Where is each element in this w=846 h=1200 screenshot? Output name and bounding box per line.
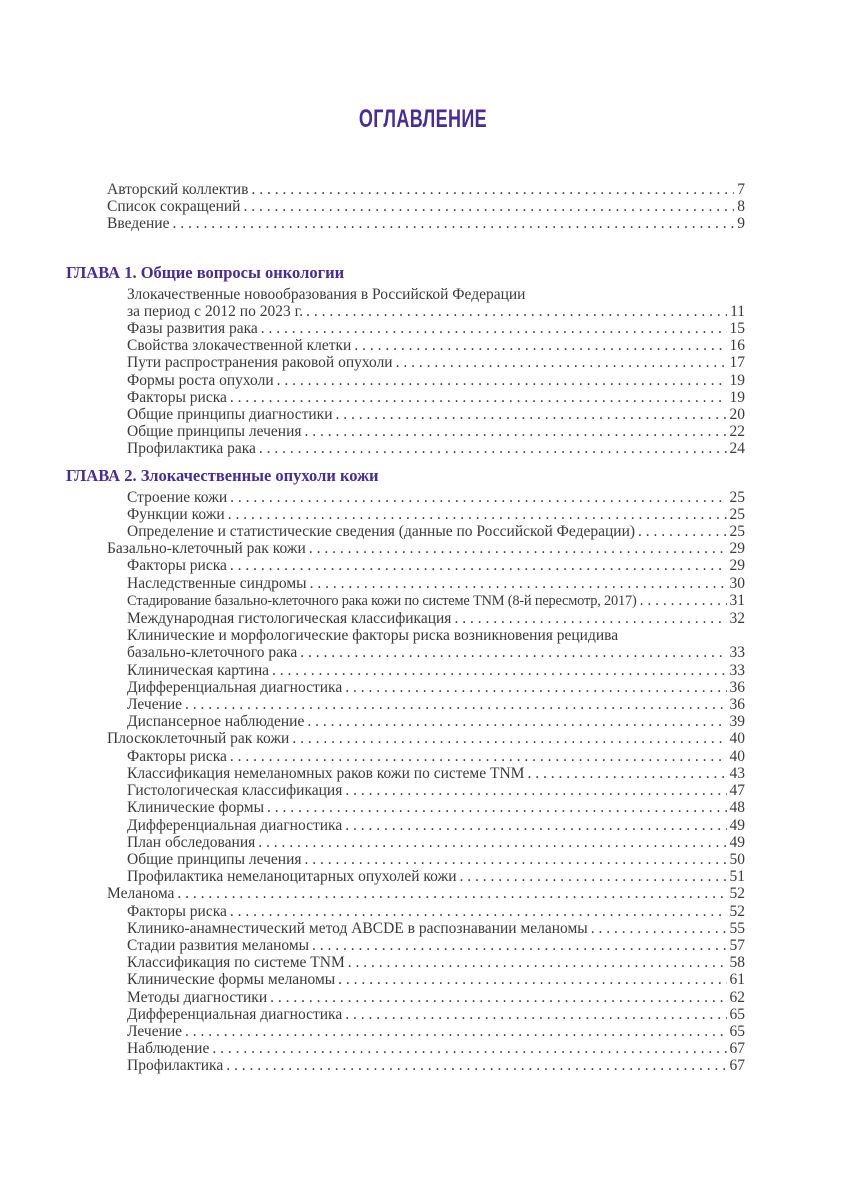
toc-entry <box>66 575 745 592</box>
toc-entry <box>66 954 745 971</box>
toc-entry-label: Формы роста опухоли <box>127 371 274 389</box>
toc-entry-page: 16 <box>729 337 745 355</box>
toc-entry-page: 33 <box>729 644 745 662</box>
toc-entry <box>66 782 745 799</box>
dot-leader <box>185 696 726 713</box>
toc-entry <box>66 799 745 816</box>
toc-entry-page: 43 <box>729 764 745 782</box>
toc-entry-page: 15 <box>729 320 745 338</box>
toc-entry-page: 25 <box>729 523 745 541</box>
dot-leader <box>277 372 727 389</box>
toc-entry <box>66 354 745 371</box>
toc-entry-page: 36 <box>729 678 745 696</box>
toc-entry-page: 40 <box>729 747 745 765</box>
toc-entry-label: Общие принципы лечения <box>127 850 302 868</box>
toc-entry <box>66 423 745 440</box>
toc-entry-page: 55 <box>729 919 745 937</box>
dot-leader <box>251 181 734 198</box>
dot-leader <box>638 523 726 540</box>
dot-leader <box>259 440 727 457</box>
toc-entry-label: Свойства злокачественной клетки <box>127 337 352 355</box>
dot-leader <box>230 489 726 506</box>
dot-leader <box>354 337 726 354</box>
toc-entry-page: 61 <box>729 971 745 989</box>
dot-leader <box>591 920 727 937</box>
toc-entry-page: 50 <box>729 850 745 868</box>
toc-entry-label: Дифференциальная диагностика <box>127 1005 343 1023</box>
toc-entry <box>66 989 745 1006</box>
toc-entry-label: Клинические формы <box>127 799 265 817</box>
dot-leader <box>230 389 727 406</box>
toc-entry-label: Дифференциальная диагностика <box>127 816 343 834</box>
toc-entry <box>66 540 745 557</box>
toc-entry <box>66 1023 745 1040</box>
toc-entry-page: 49 <box>729 816 745 834</box>
toc-entry-label: базально-клеточного рака <box>127 644 298 662</box>
dot-leader <box>345 1006 726 1023</box>
dot-leader <box>640 592 727 609</box>
toc-entry-label: Список сокращений <box>107 198 241 216</box>
toc-entry-page: 33 <box>729 661 745 679</box>
toc-entry-label: Функции кожи <box>127 505 225 523</box>
toc-entry <box>66 198 745 215</box>
toc-entry <box>66 1040 745 1057</box>
toc-entry <box>66 765 745 782</box>
toc-entry-label: Факторы риска <box>127 747 227 765</box>
dot-leader <box>212 1040 726 1057</box>
toc-entry <box>66 557 745 574</box>
toc-entry-label: Определение и статистические сведения (данные по Российской Федерации) <box>127 523 636 541</box>
toc-entry-page: 25 <box>729 505 745 523</box>
toc-entry <box>66 679 745 696</box>
toc-entry-page: 19 <box>729 371 745 389</box>
toc-entry-label: Злокачественные новообразования в Российской Федерации <box>127 285 526 303</box>
dot-leader <box>306 303 727 320</box>
toc-entry <box>66 644 745 661</box>
toc-entry <box>66 215 745 232</box>
dot-leader <box>527 765 726 782</box>
toc-entry-label: Стадии развития меланомы <box>127 936 310 954</box>
toc-entry-continued <box>66 286 745 303</box>
dot-leader <box>345 817 726 834</box>
toc-entry-label: Базально-клеточный рак кожи <box>107 540 306 558</box>
toc-entry-page: 25 <box>729 488 745 506</box>
dot-leader <box>172 215 734 232</box>
dot-leader <box>338 971 726 988</box>
toc-entry <box>66 713 745 730</box>
toc-entry-page: 32 <box>729 610 745 628</box>
dot-leader <box>230 903 727 920</box>
toc-entry <box>66 817 745 834</box>
toc-entry-page: 49 <box>729 833 745 851</box>
dot-leader <box>258 834 726 851</box>
toc-entry <box>66 903 745 920</box>
dot-leader <box>185 1023 726 1040</box>
toc-entry-label: Клинико-анамнестический метод ABCDE в распознавании меланомы <box>127 919 588 937</box>
toc-entry-page: 30 <box>729 574 745 592</box>
toc-entry <box>66 920 745 937</box>
toc-entry <box>66 851 745 868</box>
toc-entry-page: 19 <box>729 388 745 406</box>
toc-entry <box>66 372 745 389</box>
toc-entry <box>66 1057 745 1074</box>
toc-entry <box>66 662 745 679</box>
toc-entry <box>66 885 745 902</box>
dot-leader <box>336 406 727 423</box>
chapter-heading: ГЛАВА 1. Общие вопросы онкологии <box>66 262 345 282</box>
dot-leader <box>345 782 726 799</box>
dot-leader <box>396 354 727 371</box>
toc-entry-label: Диспансерное наблюдение <box>127 713 305 731</box>
dot-leader <box>305 423 727 440</box>
dot-leader <box>272 662 726 679</box>
toc-entry-label: за период с 2012 по 2023 г. <box>127 302 304 320</box>
toc-entry-page: 52 <box>729 902 745 920</box>
chapter-heading: ГЛАВА 2. Злокачественные опухоли кожи <box>66 465 379 485</box>
toc-entry <box>66 610 745 627</box>
toc-entry-page: 24 <box>729 440 745 458</box>
toc-entry-page: 58 <box>729 954 745 972</box>
toc-entry-label: Клинические и морфологические факторы риска возникновения рецидива <box>127 627 619 645</box>
toc-entry-page: 65 <box>729 1005 745 1023</box>
toc-entry-page: 67 <box>729 1040 745 1058</box>
toc-entry-label: Факторы риска <box>127 902 227 920</box>
toc-entry-label: Профилактика рака <box>127 440 256 458</box>
dot-leader <box>228 506 727 523</box>
toc-entry-label: Методы диагностики <box>127 988 268 1006</box>
toc-entry-page: 67 <box>729 1057 745 1075</box>
toc-entry <box>66 440 745 457</box>
toc-entry-page: 20 <box>729 406 745 424</box>
toc-entry-continued <box>66 627 745 644</box>
toc-entry-page: 29 <box>729 557 745 575</box>
toc-entry-label: Авторский коллектив <box>107 181 249 198</box>
toc-entry <box>66 730 745 747</box>
toc-entry <box>66 303 745 320</box>
toc-entry-page: 65 <box>729 1022 745 1040</box>
dot-leader <box>460 868 727 885</box>
dot-leader <box>454 610 726 627</box>
toc-entry-label: Дифференциальная диагностика <box>127 678 343 696</box>
toc-entry-page: 36 <box>729 696 745 714</box>
toc-entry-label: Лечение <box>127 1022 183 1040</box>
toc-entry-label: План обследования <box>127 833 256 851</box>
dot-leader <box>310 575 727 592</box>
toc-entry <box>66 834 745 851</box>
dot-leader <box>270 989 726 1006</box>
dot-leader <box>309 540 727 557</box>
dot-leader <box>177 885 726 902</box>
toc-entry <box>66 592 745 610</box>
toc-entry-page: 17 <box>729 354 745 372</box>
toc-entry-label: Классификация немеланомных раков кожи по системе TNM <box>127 764 525 782</box>
chapter-1 <box>66 263 745 458</box>
toc-entry-label: Фазы развития рака <box>127 320 258 338</box>
toc-entry-page: 39 <box>729 713 745 731</box>
front-matter <box>66 181 745 233</box>
toc-entry-label: Гистологическая классификация <box>127 782 343 800</box>
toc-entry-label: Международная гистологическая классификация <box>127 610 452 628</box>
toc-entry <box>66 748 745 765</box>
page-title <box>0 104 846 134</box>
toc-entry-label: Пути распространения раковой опухоли <box>127 354 393 372</box>
toc-entry <box>66 971 745 988</box>
toc-entry-page: 48 <box>729 799 745 817</box>
page-title-text: ОГЛАВЛЕНИЕ <box>358 105 488 133</box>
toc-entry-page: 57 <box>729 936 745 954</box>
dot-leader <box>307 713 726 730</box>
toc-entry <box>66 489 745 506</box>
toc-entry-page: 8 <box>737 198 745 216</box>
dot-leader <box>300 644 726 661</box>
dot-leader <box>267 799 726 816</box>
chapter-2 <box>66 466 745 1075</box>
toc-entry <box>66 389 745 406</box>
toc-entry <box>66 523 745 540</box>
toc-entry-page: 7 <box>737 181 745 198</box>
toc-entry-label: Клиническая картина <box>127 661 270 679</box>
toc-entry <box>66 337 745 354</box>
toc-entry-label: Наблюдение <box>127 1040 210 1058</box>
toc-entry-page: 62 <box>729 988 745 1006</box>
toc-entry-label: Строение кожи <box>127 488 228 506</box>
toc-entry <box>66 868 745 885</box>
toc-entry <box>66 1006 745 1023</box>
dot-leader <box>305 851 727 868</box>
toc-entry-page: 29 <box>729 540 745 558</box>
toc-entry-page: 40 <box>729 730 745 748</box>
toc-entry-label: Профилактика <box>127 1057 224 1075</box>
toc-entry-page: 31 <box>729 591 745 609</box>
toc-entry-label: Меланома <box>107 885 175 903</box>
table-of-contents <box>66 181 745 1075</box>
dot-leader <box>345 679 726 696</box>
toc-entry-label: Лечение <box>127 696 183 714</box>
toc-entry-page: 51 <box>729 868 745 886</box>
toc-entry <box>66 181 745 198</box>
toc-entry-label: Стадирование базально-клеточного рака кожи по системе TNM (8-й пересмотр, 2017) <box>127 592 637 609</box>
dot-leader <box>226 1057 726 1074</box>
toc-entry-page: 52 <box>729 885 745 903</box>
toc-entry-label: Введение <box>107 215 170 233</box>
dot-leader <box>292 730 726 747</box>
toc-entry <box>66 320 745 337</box>
toc-entry-label: Общие принципы диагностики <box>127 406 333 424</box>
dot-leader <box>243 198 734 215</box>
toc-entry-page: 22 <box>729 423 745 441</box>
toc-entry-page: 9 <box>737 215 745 233</box>
dot-leader <box>312 937 726 954</box>
dot-leader <box>261 320 727 337</box>
toc-entry-label: Факторы риска <box>127 557 227 575</box>
dot-leader <box>230 748 727 765</box>
toc-entry-page: 11 <box>730 302 745 320</box>
toc-entry-label: Факторы риска <box>127 388 227 406</box>
toc-entry-page: 47 <box>729 782 745 800</box>
toc-entry <box>66 937 745 954</box>
toc-entry <box>66 696 745 713</box>
toc-entry-label: Профилактика немеланоцитарных опухолей кожи <box>127 868 457 886</box>
dot-leader <box>348 954 727 971</box>
toc-entry <box>66 406 745 423</box>
toc-entry-label: Наследственные синдромы <box>127 574 307 592</box>
toc-entry-label: Общие принципы лечения <box>127 423 302 441</box>
toc-entry <box>66 506 745 523</box>
toc-entry-label: Клинические формы меланомы <box>127 971 336 989</box>
toc-entry-label: Плоскоклеточный рак кожи <box>107 730 290 748</box>
dot-leader <box>230 557 727 574</box>
toc-entry-label: Классификация по системе TNM <box>127 954 345 972</box>
